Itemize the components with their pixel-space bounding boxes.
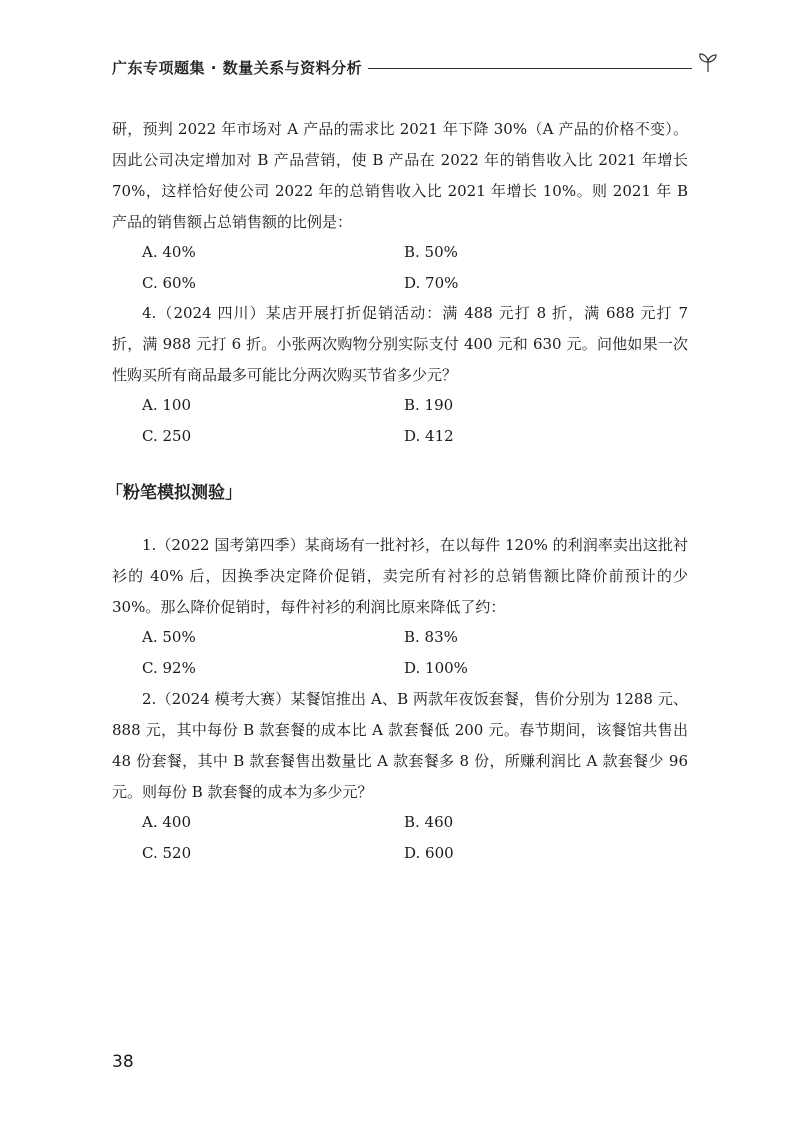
mock-question-1-options <box>142 622 682 684</box>
option-c: C. 60% <box>142 274 196 292</box>
option-d: D. 600 <box>404 844 454 862</box>
option-c: C. 520 <box>142 844 192 862</box>
header-rule <box>368 68 692 69</box>
question-text: 2.（2024 模考大赛）某餐馆推出 A、B 两款年夜饭套餐，售价分别为 1288 元、888 元，其中每份 B 款套餐的成本比 A 款套餐低 200 元。春节期间，该餐馆共售出 48 份套餐，其中 B 款套餐售出数量比 A 款套餐多 8 份，所赚利润比 A 款套餐少 96 元。则每份 B 款套餐的成本为多少元？ <box>112 690 688 801</box>
question-3-options <box>142 237 682 299</box>
question-text: 研，预判 2022 年市场对 A 产品的需求比 2021 年下降 30%（A 产品的价格不变）。因此公司决定增加对 B 产品营销，使 B 产品在 2022 年的销售收入比 2021 年增长 70%，这样恰好使公司 2022 年的总销售收入比 2021 年增长 10%。则 2021 年 B 产品的销售额占总销售额的比例是： <box>112 120 688 231</box>
question-4-options <box>142 390 682 452</box>
mock-question-2-options <box>142 807 682 869</box>
option-d: D. 412 <box>404 427 454 445</box>
header-title: 广东专项题集 · 数量关系与资料分析 <box>112 59 363 77</box>
option-row <box>142 421 682 452</box>
sprout-icon <box>686 52 726 74</box>
option-d: D. 100% <box>404 659 468 677</box>
option-b: B. 460 <box>404 813 454 831</box>
question-text: 1.（2022 国考第四季）某商场有一批衬衫，在以每件 120% 的利润率卖出这批衬衫的 40% 后，因换季决定降价促销，卖完所有衬衫的总销售额比降价前预计的少 30%。那么降价促销时，每件衬衫的利润比原来降低了约： <box>112 536 688 616</box>
running-header <box>112 52 722 88</box>
option-a: A. 50% <box>142 628 196 646</box>
option-row <box>142 807 682 838</box>
option-row <box>142 268 682 299</box>
page-number: 38 <box>112 1052 134 1072</box>
option-row <box>142 390 682 421</box>
option-c: C. 92% <box>142 659 196 677</box>
mock-question-1 <box>112 530 688 623</box>
option-row <box>142 622 682 653</box>
option-row <box>142 237 682 268</box>
option-row <box>142 838 682 869</box>
option-b: B. 83% <box>404 628 458 646</box>
section-bracket-open: 「 <box>106 483 123 503</box>
option-a: A. 40% <box>142 243 196 261</box>
option-b: B. 50% <box>404 243 458 261</box>
option-b: B. 190 <box>404 396 454 414</box>
question-3-continued <box>112 114 688 238</box>
mock-question-2 <box>112 684 688 808</box>
option-a: A. 400 <box>142 813 191 831</box>
question-text: 4.（2024 四川）某店开展打折促销活动：满 488 元打 8 折，满 688 元打 7 折，满 988 元打 6 折。小张两次购物分别实际支付 400 元和 630 元。问他如果一次性购买所有商品最多可能比分两次购买节省多少元？ <box>112 304 688 384</box>
section-title-text: 粉笔模拟测验 <box>123 483 225 503</box>
question-4 <box>112 298 688 391</box>
section-title <box>106 478 242 503</box>
option-row <box>142 653 682 684</box>
option-d: D. 70% <box>404 274 459 292</box>
option-a: A. 100 <box>142 396 191 414</box>
option-c: C. 250 <box>142 427 192 445</box>
section-bracket-close: 」 <box>225 483 242 503</box>
